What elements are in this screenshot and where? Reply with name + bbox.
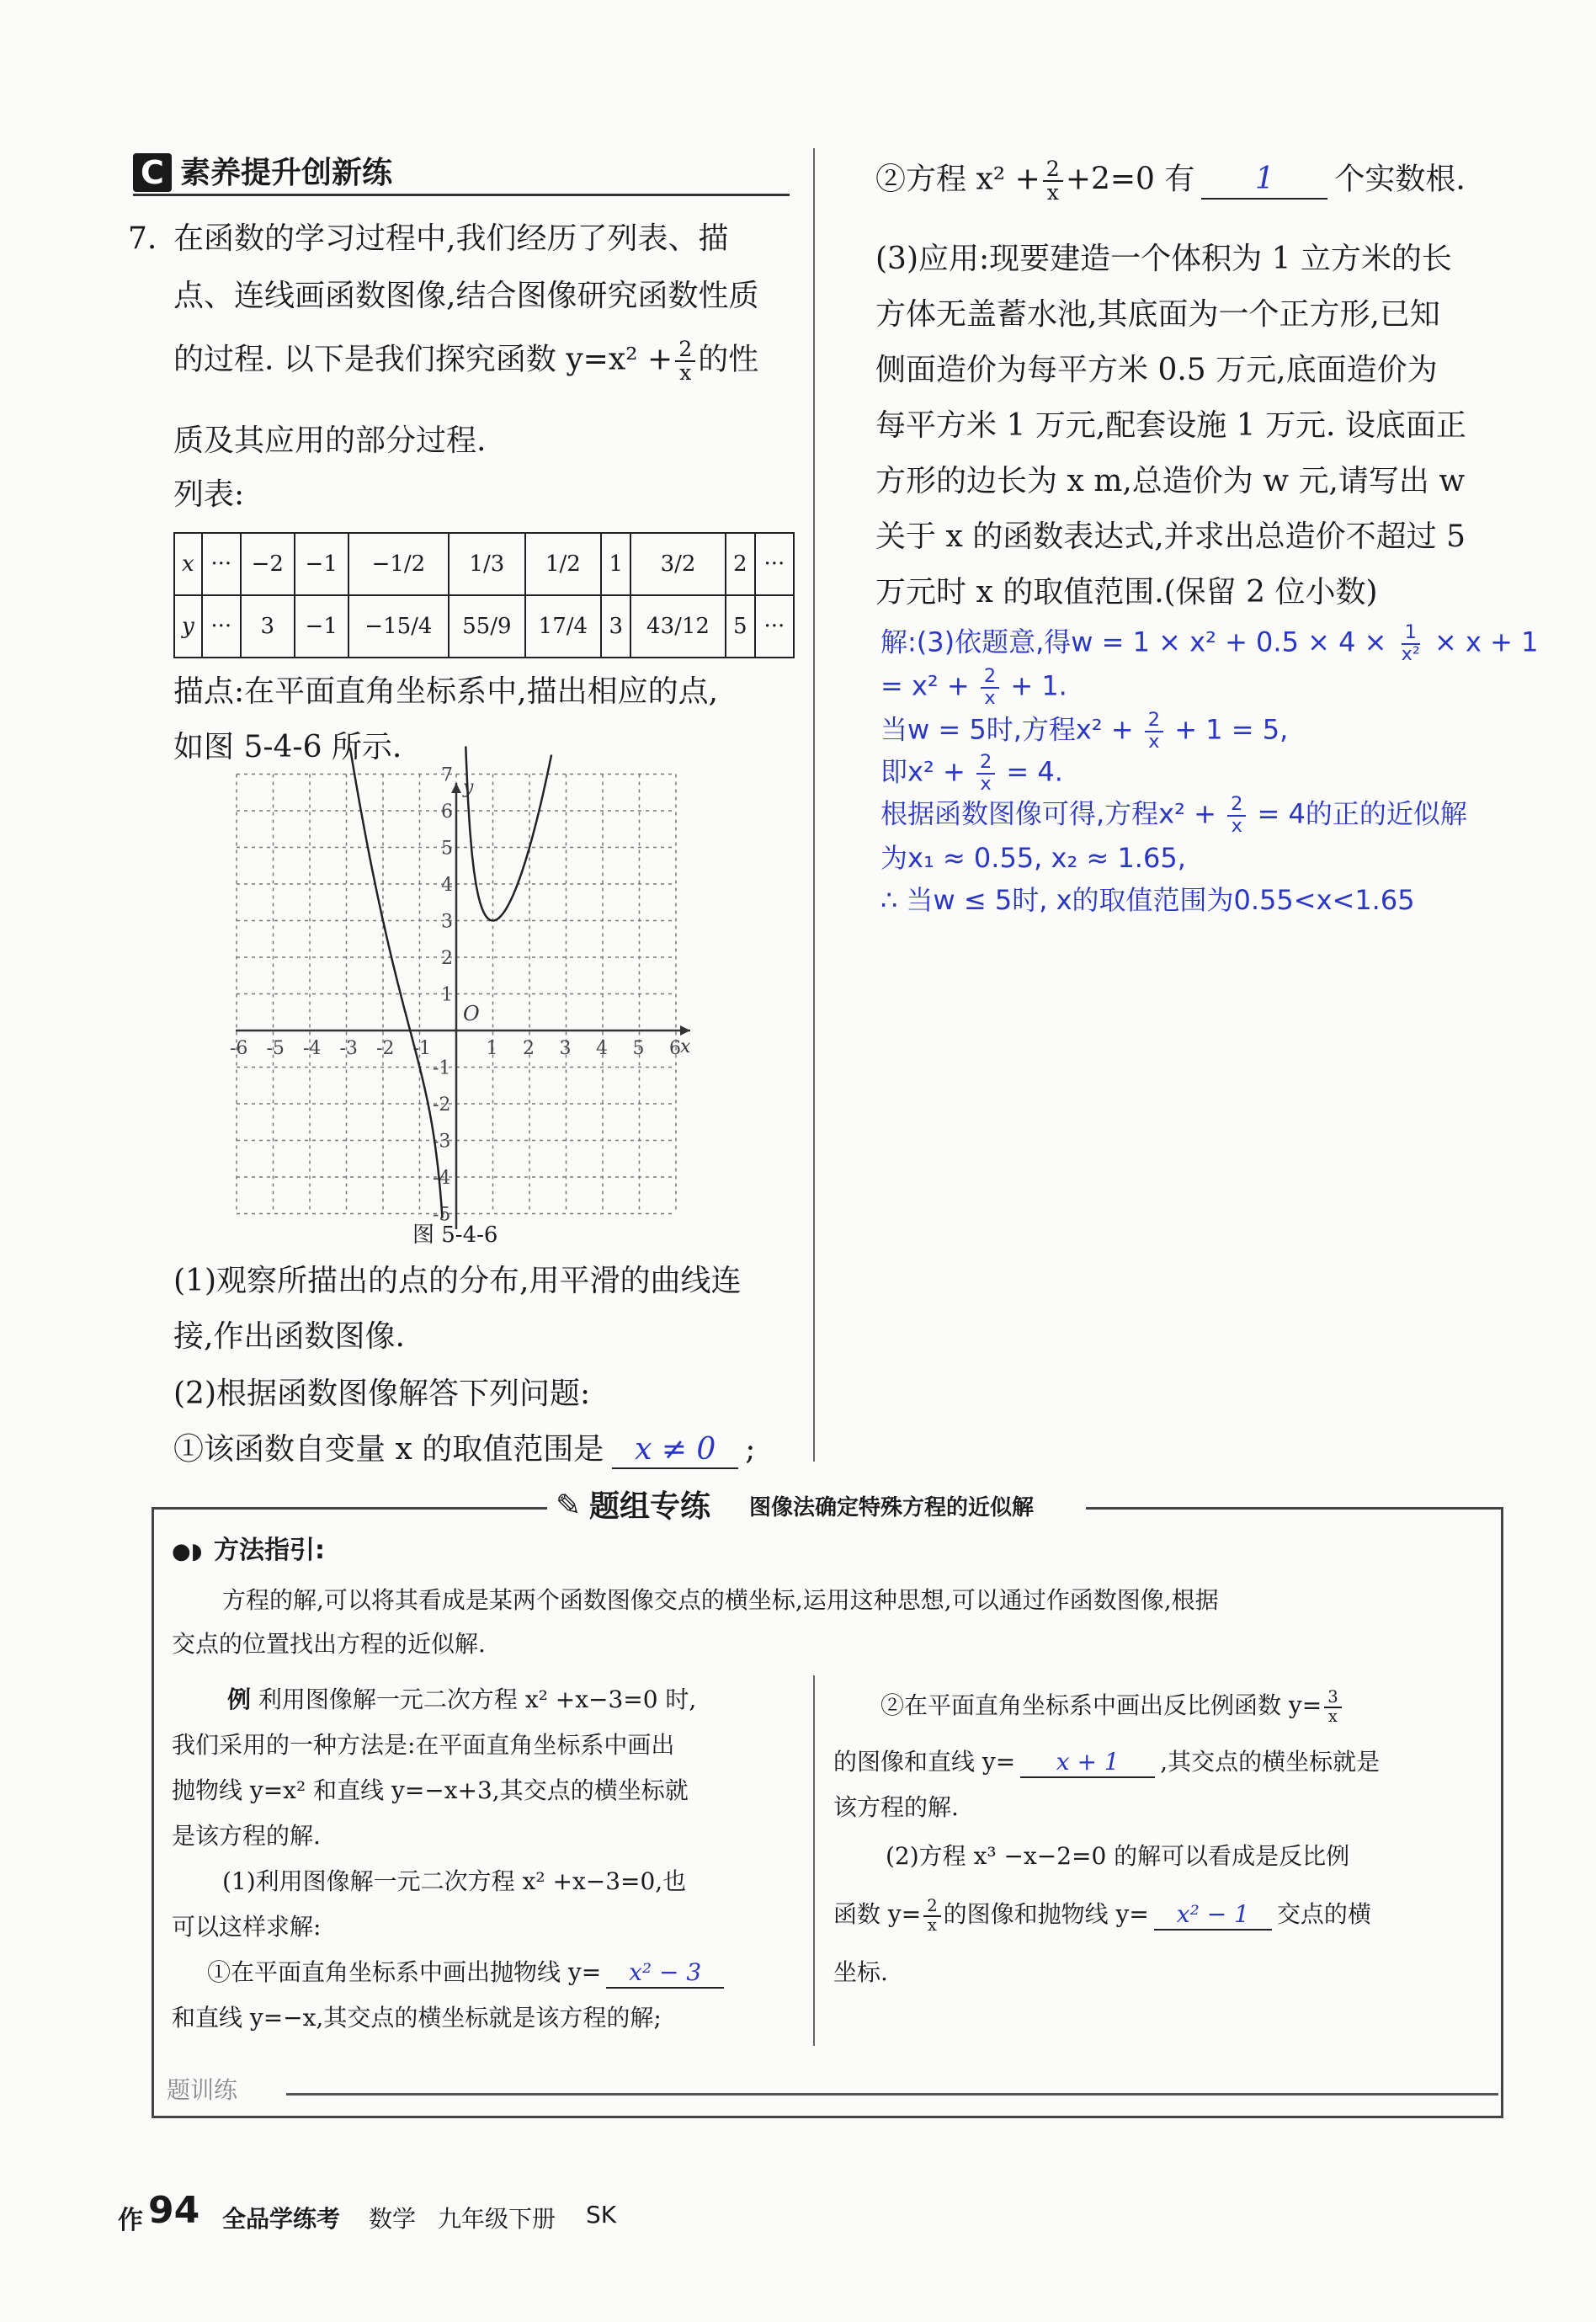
x-tick-label: -2	[376, 1038, 395, 1059]
page-number: 94	[148, 2189, 200, 2232]
table-cell: ···	[755, 533, 794, 595]
frac-den: x	[927, 1915, 937, 1935]
solution-text: + 1 = 5,	[1166, 713, 1289, 746]
y-tick-label: -3	[433, 1131, 451, 1153]
column-divider	[813, 148, 815, 1462]
table-cell: 1	[601, 533, 630, 595]
q7-intro-line3-b: 的性	[698, 342, 759, 377]
sub3-line: 每平方米 1 万元,配套设施 1 万元. 设底面正	[875, 408, 1466, 443]
example-label: 例	[227, 1686, 252, 1713]
q7-intro-line2: 点、连线画函数图像,结合图像研究函数性质	[173, 279, 759, 313]
right-line4: (2)方程 x³ −x−2=0 的解可以看成是反比例	[886, 1842, 1350, 1870]
right-line3: 该方程的解.	[833, 1793, 959, 1821]
answer-text: x² − 1	[1176, 1900, 1249, 1929]
y-tick-label: 6	[441, 802, 453, 823]
frac-num: 2	[675, 338, 695, 362]
table-cell: 17/4	[525, 595, 602, 658]
sub2-1-end: ;	[745, 1432, 756, 1467]
table-cell: −1	[295, 595, 348, 658]
y-tick-label: 1	[441, 984, 453, 1006]
table-row-y	[174, 595, 794, 658]
right-line1	[880, 1689, 1344, 1725]
answer-text: x + 1	[1056, 1748, 1120, 1776]
answer-blank-domain[interactable]	[612, 1431, 738, 1469]
q7-number: 7.	[128, 221, 157, 256]
table-cell: 2	[726, 533, 755, 595]
table-cell: 3/2	[630, 533, 725, 595]
table-cell: −1	[295, 533, 348, 595]
example-sub1-4-line: 和直线 y=−x,其交点的横坐标就是该方程的解;	[172, 2004, 662, 2032]
sub2-1-text: ①该函数自变量 x 的取值范围是	[173, 1432, 604, 1467]
frac-den: x	[1327, 1706, 1338, 1726]
solution-line4	[880, 753, 1063, 794]
frac-num: 3	[1324, 1689, 1341, 1708]
y-tick-label: -5	[433, 1204, 451, 1226]
table-label: 列表:	[173, 477, 245, 512]
solution-fraction	[1227, 795, 1246, 836]
right-text: ,其交点的横坐标就是	[1160, 1748, 1381, 1776]
right-text: 函数 y=	[833, 1900, 922, 1929]
frac-num: 2	[1227, 795, 1246, 817]
sub3-line: 方体无盖蓄水池,其底面为一个正方形,已知	[875, 297, 1440, 332]
sub3-line: 关于 x 的函数表达式,并求出总造价不超过 5	[875, 519, 1466, 554]
answer-text: 1	[1254, 162, 1274, 197]
example-sub1-3-line	[207, 1958, 724, 1989]
answer-text: x² − 3	[629, 1958, 702, 1986]
example-sub1-line2: 可以这样求解:	[172, 1913, 322, 1941]
y-tick-label: -4	[433, 1168, 451, 1189]
answer-blank-parabola[interactable]	[606, 1958, 724, 1989]
q7-intro-line1: 在函数的学习过程中,我们经历了列表、描	[173, 221, 729, 256]
footer-label: 作	[118, 2206, 143, 2235]
section-badge: C	[133, 153, 172, 192]
solution-line3	[880, 711, 1288, 752]
table-cell: −2	[241, 533, 295, 595]
solution-line1	[880, 623, 1538, 664]
q7-intro-line3-a: 的过程. 以下是我们探究函数 y=x² +	[173, 342, 673, 377]
q7-intro-line3	[173, 338, 758, 385]
origin-label: O	[463, 1002, 480, 1025]
solution-text: = 4.	[998, 755, 1063, 788]
method-title: 方法指引:	[214, 1536, 325, 1565]
x-tick-label: -6	[230, 1038, 248, 1059]
example-text: 利用图像解一元二次方程 x² +x−3=0 时,	[251, 1686, 697, 1713]
solution-text: × x + 1	[1425, 626, 1539, 658]
table-row-x	[174, 533, 794, 595]
corner-rule	[286, 2093, 1498, 2096]
sub2-2-line	[875, 158, 1466, 205]
table-cell: 3	[601, 595, 630, 658]
table-cell: 1/2	[525, 533, 602, 595]
table-cell: ···	[202, 533, 241, 595]
solution-line6: 为x₁ ≈ 0.55, x₂ ≈ 1.65,	[880, 842, 1186, 874]
frac-den: x	[679, 360, 692, 386]
sub2-2-c: 个实数根.	[1334, 162, 1466, 197]
sub3-line: 侧面造价为每平方米 0.5 万元,底面造价为	[875, 353, 1438, 387]
method-line1: 方程的解,可以将其看成是某两个函数图像交点的横坐标,运用这种思想,可以通过作函数图像,根据	[222, 1586, 1219, 1614]
example-sub1-3-text: ①在平面直角坐标系中画出抛物线 y=	[207, 1958, 602, 1986]
sub3-line: (3)应用:现要建造一个体积为 1 立方米的长	[875, 242, 1452, 276]
solution-text: 当w = 5时,方程x² +	[880, 713, 1142, 746]
right-line6: 坐标.	[833, 1958, 888, 1986]
group-subtitle: 图像法确定特殊方程的近似解	[749, 1495, 1035, 1520]
answer-blank-parabola2[interactable]	[1154, 1900, 1272, 1931]
plot-line2: 如图 5-4-6 所示.	[173, 730, 402, 764]
frac-num: 1	[1402, 623, 1420, 645]
sub3-line: 万元时 x 的取值范围.(保留 2 位小数)	[875, 575, 1378, 610]
example-sub1-line1: (1)利用图像解一元二次方程 x² +x−3=0,也	[222, 1867, 687, 1895]
value-table	[173, 532, 795, 658]
y-tick-label: 4	[441, 875, 453, 896]
q7-intro-line4: 质及其应用的部分过程.	[173, 423, 487, 458]
solution-text: 即x² +	[880, 755, 974, 788]
q7-intro-fraction	[675, 338, 695, 385]
solution-text: = 4的正的近似解	[1248, 797, 1467, 830]
x-tick-label: 6	[669, 1038, 681, 1059]
y-tick-label: 2	[441, 948, 453, 969]
right-line5	[833, 1898, 1371, 1934]
sub1-line2: 接,作出函数图像.	[173, 1319, 405, 1354]
solution-fraction	[981, 667, 999, 708]
example-line4: 是该方程的解.	[172, 1822, 321, 1850]
footer-subject: 数学	[369, 2205, 417, 2233]
right-fraction	[923, 1898, 940, 1934]
x-tick-label: -4	[303, 1038, 322, 1059]
footer-edition: SK	[586, 2201, 617, 2229]
sub2-line: (2)根据函数图像解答下列问题:	[173, 1377, 591, 1411]
x-tick-label: -3	[339, 1038, 358, 1059]
example-line3: 抛物线 y=x² 和直线 y=−x+3,其交点的横坐标就	[172, 1776, 689, 1804]
sub2-2-a: ②方程 x² +	[875, 162, 1040, 197]
answer-text: x ≠ 0	[635, 1432, 716, 1467]
method-bullet-icon: ●◗	[172, 1539, 203, 1564]
solution-fraction	[1398, 623, 1423, 664]
table-cell: 55/9	[449, 595, 525, 658]
right-text: 的图像和直线 y=	[833, 1748, 1016, 1776]
x-tick-label: 4	[596, 1038, 608, 1059]
solution-text: + 1.	[1002, 669, 1067, 702]
frac-den: x	[984, 686, 996, 709]
group-title: 题组专练	[589, 1489, 711, 1524]
sub2-2-fraction	[1043, 158, 1063, 205]
table-cell: 5	[726, 595, 755, 658]
table-cell: 1/3	[449, 533, 525, 595]
plot-line1: 描点:在平面直角坐标系中,描出相应的点,	[173, 674, 719, 709]
y-tick-label: 7	[441, 764, 453, 786]
table-cell: ···	[755, 595, 794, 658]
x-tick-label: -5	[266, 1038, 285, 1059]
table-cell: ···	[202, 595, 241, 658]
table-cell: 43/12	[630, 595, 725, 658]
right-text: 交点的横	[1276, 1900, 1371, 1929]
sub2-1-line	[173, 1431, 755, 1469]
table-cell: y	[174, 595, 202, 658]
frac-den: x	[1046, 180, 1059, 205]
function-graph	[230, 764, 707, 1229]
y-tick-label: -2	[433, 1094, 451, 1116]
answer-blank-roots[interactable]	[1201, 161, 1327, 199]
sub2-2-b: +2=0 有	[1065, 162, 1195, 197]
section-rule	[133, 194, 790, 196]
solution-fraction	[976, 753, 995, 794]
x-tick-label: 2	[523, 1038, 535, 1059]
right-line2	[833, 1748, 1380, 1778]
footer-grade: 九年级下册	[438, 2205, 556, 2233]
section-title: 素养提升创新练	[180, 156, 393, 190]
frac-den: x	[1231, 814, 1242, 837]
curve-branch	[350, 748, 443, 1217]
sub1-line1: (1)观察所描出的点的分布,用平滑的曲线连	[173, 1264, 742, 1298]
frac-num: 2	[1043, 158, 1063, 182]
frac-den: x	[1148, 730, 1160, 753]
solution-line7: ∴ 当w ≤ 5时, x的取值范围为0.55<x<1.65	[880, 884, 1415, 916]
solution-line2	[880, 667, 1067, 708]
solution-text: 解:(3)依题意,得w = 1 × x² + 0.5 × 4 ×	[880, 626, 1396, 658]
frac-num: 2	[976, 753, 995, 775]
x-axis-label: x	[680, 1036, 691, 1057]
right-fraction	[1324, 1689, 1341, 1725]
solution-text: = x² +	[880, 669, 978, 702]
x-tick-label: -1	[412, 1038, 431, 1059]
table-cell: −1/2	[348, 533, 449, 595]
example-line2: 我们采用的一种方法是:在平面直角坐标系中画出	[172, 1731, 675, 1759]
table-cell: 3	[241, 595, 295, 658]
frac-num: 2	[981, 667, 999, 689]
sub3-line: 方形的边长为 x m,总造价为 w 元,请写出 w	[875, 464, 1466, 498]
x-tick-label: 3	[559, 1038, 572, 1059]
solution-fraction	[1145, 711, 1163, 752]
x-tick-label: 1	[486, 1038, 498, 1059]
frac-num: 2	[1145, 711, 1163, 732]
y-tick-label: 5	[441, 838, 453, 860]
y-axis-label: y	[463, 777, 474, 798]
pencil-icon: ✎	[556, 1489, 582, 1523]
y-tick-label: -1	[433, 1057, 451, 1079]
table-cell: x	[174, 533, 202, 595]
solution-line5	[880, 795, 1467, 836]
answer-blank-line[interactable]	[1020, 1748, 1155, 1778]
x-tick-label: 5	[632, 1038, 645, 1059]
solution-text: 根据函数图像可得,方程x² +	[880, 797, 1226, 830]
method-line2: 交点的位置找出方程的近似解.	[172, 1630, 486, 1658]
right-text: 的图像和抛物线 y=	[943, 1900, 1149, 1929]
figure-caption: 图 5-4-6	[412, 1222, 498, 1248]
frac-den: x	[980, 772, 992, 795]
y-tick-label: 3	[441, 911, 453, 933]
example-line1	[227, 1686, 696, 1714]
table-cell: −15/4	[348, 595, 449, 658]
curve-branch	[466, 746, 551, 920]
frac-num: 2	[923, 1898, 940, 1917]
right-text: ②在平面直角坐标系中画出反比例函数 y=	[880, 1691, 1322, 1720]
frac-den: x²	[1401, 642, 1420, 665]
corner-label: 题训练	[167, 2076, 238, 2104]
footer-book: 全品学练考	[222, 2205, 341, 2233]
box-column-divider	[813, 1675, 815, 2046]
